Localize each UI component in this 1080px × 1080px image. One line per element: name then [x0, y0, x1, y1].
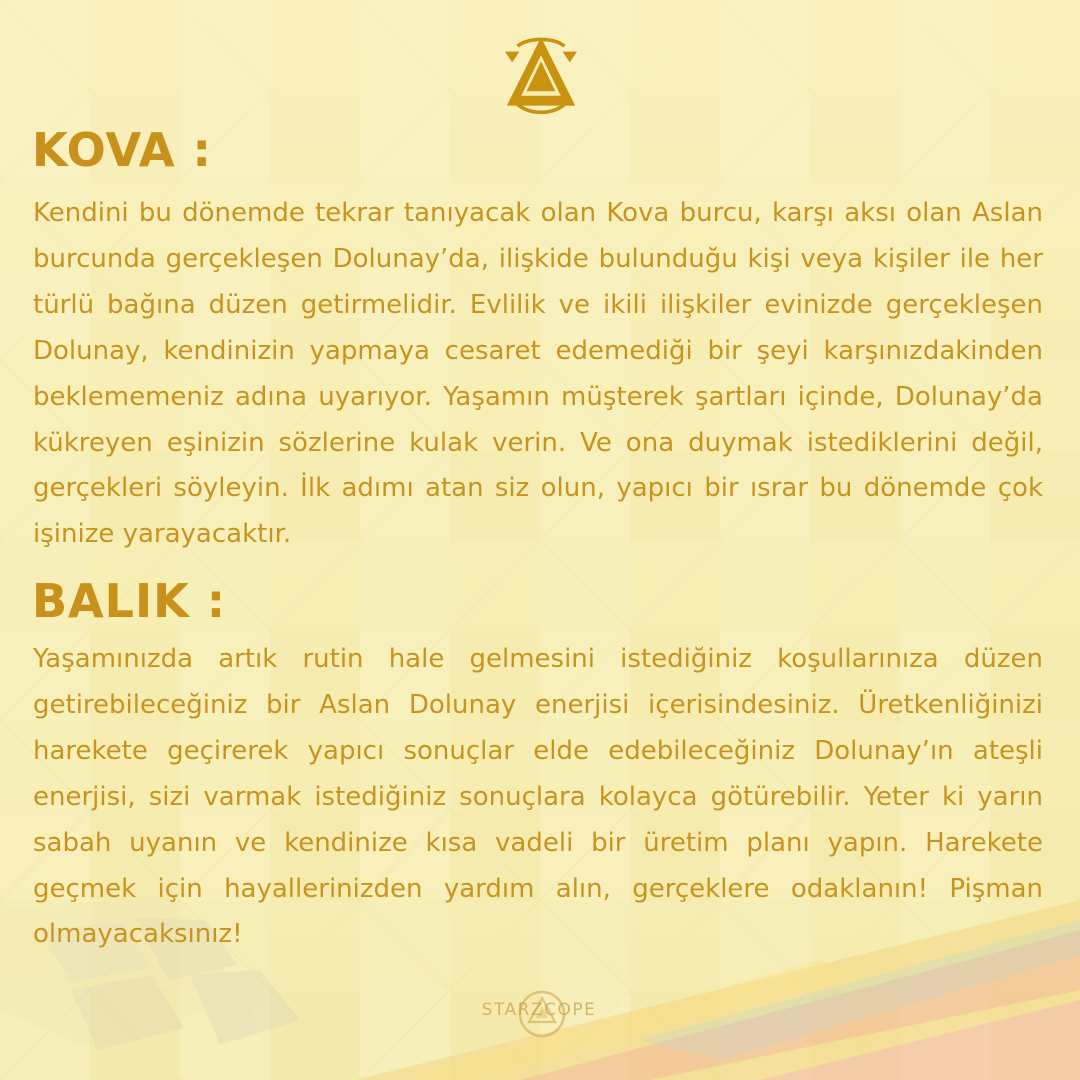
bottom-logo: [464, 984, 614, 1044]
balik-title: BALIK :: [32, 574, 227, 628]
balik-paragraph: Yaşamınızda artık rutin hale gelmesini istediğiniz koşullarınıza düzen getirebileceğiniz bir Aslan Dolunay enerjisi içerisindesiniz. Üretkenliğinizi harekete geçirerek yapıcı sonuçlar elde edebileceğiniz Dolunay’ın ateşli enerjisi, sizi varmak istediğiniz sonuçlara kolayca götürebilir. Yeter ki yarın sabah uyanın ve kendinize kısa vadeli bir üretim planı yapın. Harekete geçmek için hayallerinizden yardım alın, gerçeklere odaklanın! Pişman olmayacaksınız!: [33, 644, 1043, 950]
top-logo-icon: [496, 30, 586, 120]
kova-title: KOVA :: [32, 123, 212, 177]
kova-paragraph: Kendini bu dönemde tekrar tanıyacak olan Kova burcu, karşı aksı olan Aslan burcunda gerçekleşen Dolunay’da, ilişkide bulunduğu kişi veya kişiler ile her türlü bağına düzen getirmelidir. Evlilik ve ikili ilişkiler evinizde gerçekleşen Dolunay, kendinizin yapmaya cesaret edemediği bir şeyi karşınızdakinden beklememeniz adına uyarıyor. Yaşamın müşterek şartları içinde, Dolunay’da kükreyen eşinizin sözlerine kulak verin. Ve ona duymak istediklerini değil, gerçekleri söyleyin. İlk adımı atan siz olun, yapıcı bir ısrar bu dönemde çok işinize yarayacaktır.: [33, 198, 1043, 550]
brand-wordmark: STARZCOPE: [481, 1000, 597, 1020]
